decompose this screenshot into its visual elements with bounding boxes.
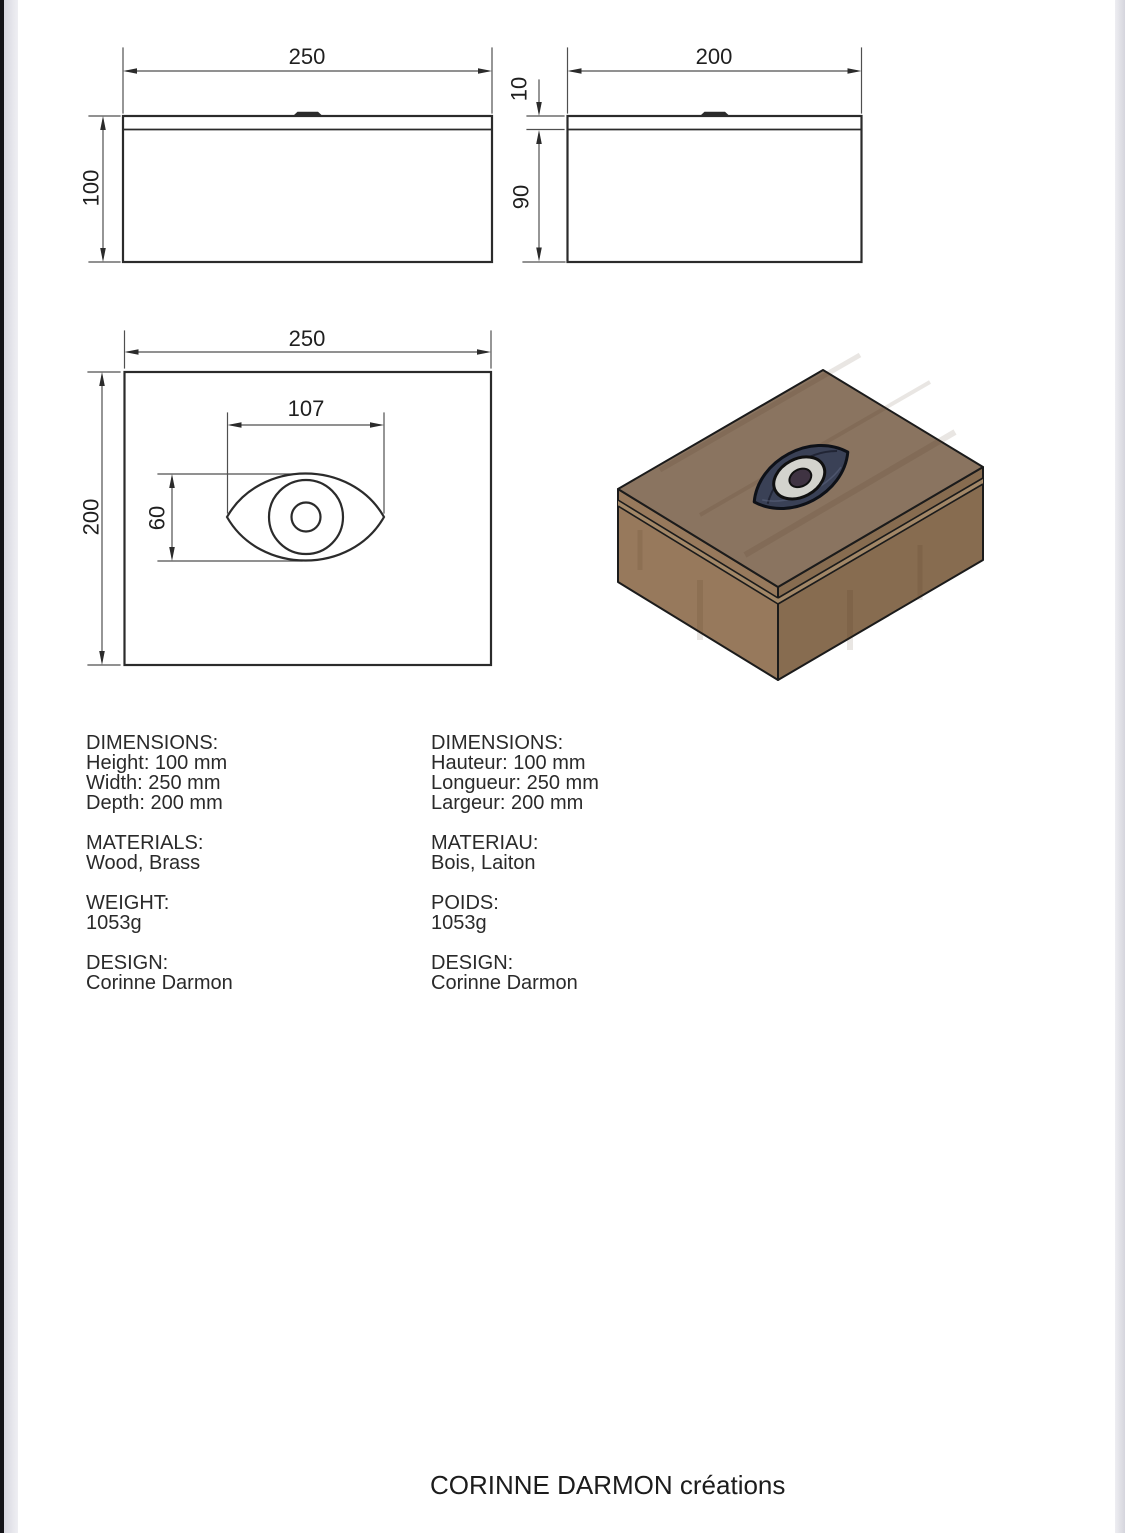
spec-line-materials: Wood, Brass	[86, 852, 201, 874]
front-box-outline	[123, 116, 492, 262]
eye-height-label: 60	[144, 505, 170, 531]
spec-title-dimensions: DIMENSIONS:	[431, 732, 564, 754]
arrowhead	[536, 130, 542, 144]
top-width-label: 250	[288, 326, 326, 351]
arrowhead	[169, 547, 175, 561]
spec-line-width: Width: 250 mm	[86, 772, 221, 794]
arrowhead	[100, 116, 106, 130]
spec-title-poids: POIDS:	[431, 892, 499, 914]
side-view	[507, 44, 862, 262]
spec-title-design: DESIGN:	[86, 952, 169, 974]
side-body-height-label: 90	[508, 184, 534, 210]
front-width-label: 250	[288, 44, 326, 69]
arrowhead	[125, 349, 139, 355]
spec-line-longueur: Longueur: 250 mm	[431, 772, 599, 794]
spec-line-weight: 1053g	[86, 912, 142, 934]
eye-pupil-outline	[292, 503, 321, 532]
spec-title-weight: WEIGHT:	[86, 892, 170, 914]
side-lid-thickness-label: 10	[506, 76, 532, 102]
dimension-lines	[539, 71, 857, 257]
spec-line-poids: 1053g	[431, 912, 487, 934]
top-eye-outline	[227, 474, 384, 561]
arrowhead	[169, 474, 175, 488]
arrowhead	[370, 422, 384, 428]
spec-line-hauteur: Hauteur: 100 mm	[431, 752, 586, 774]
arrowhead	[100, 248, 106, 262]
spec-line-height: Height: 100 mm	[86, 752, 228, 774]
extension-lines	[89, 48, 492, 262]
brand-footer: CORINNE DARMON créations	[430, 1470, 786, 1500]
spec-title-design: DESIGN:	[431, 952, 514, 974]
spec-title-materiau: MATERIAU:	[431, 832, 539, 854]
specs-column-french	[431, 733, 599, 993]
arrowhead	[848, 68, 862, 74]
top-view	[79, 326, 492, 665]
arrowhead	[228, 422, 242, 428]
side-lid-tab	[701, 112, 729, 115]
spec-title-dimensions: DIMENSIONS:	[86, 732, 219, 754]
arrowhead	[477, 349, 491, 355]
arrowhead	[478, 68, 492, 74]
spec-title-materials: MATERIALS:	[86, 832, 204, 854]
arrowhead	[568, 68, 582, 74]
spec-line-materiau: Bois, Laiton	[431, 852, 536, 874]
specs-column-english	[86, 733, 233, 993]
extension-lines	[523, 48, 862, 262]
top-depth-label: 200	[78, 498, 104, 536]
technical-drawing	[0, 0, 1125, 720]
arrowhead	[536, 102, 542, 116]
spec-line-designer: Corinne Darmon	[86, 972, 233, 994]
front-lid-tab	[294, 112, 322, 115]
side-box-outline	[568, 116, 862, 262]
side-depth-label: 200	[695, 44, 733, 69]
arrowhead	[536, 248, 542, 262]
arrowhead	[99, 372, 105, 386]
arrowhead	[123, 68, 137, 74]
spec-line-largeur: Largeur: 200 mm	[431, 792, 584, 814]
front-view	[79, 44, 493, 262]
arrowhead	[99, 651, 105, 665]
front-height-label: 100	[78, 169, 104, 207]
dimension-lines	[103, 71, 488, 258]
spec-line-designer: Corinne Darmon	[431, 972, 578, 994]
spec-line-depth: Depth: 200 mm	[86, 792, 223, 814]
eye-width-label: 107	[287, 396, 325, 421]
render-3d-box	[618, 355, 983, 680]
